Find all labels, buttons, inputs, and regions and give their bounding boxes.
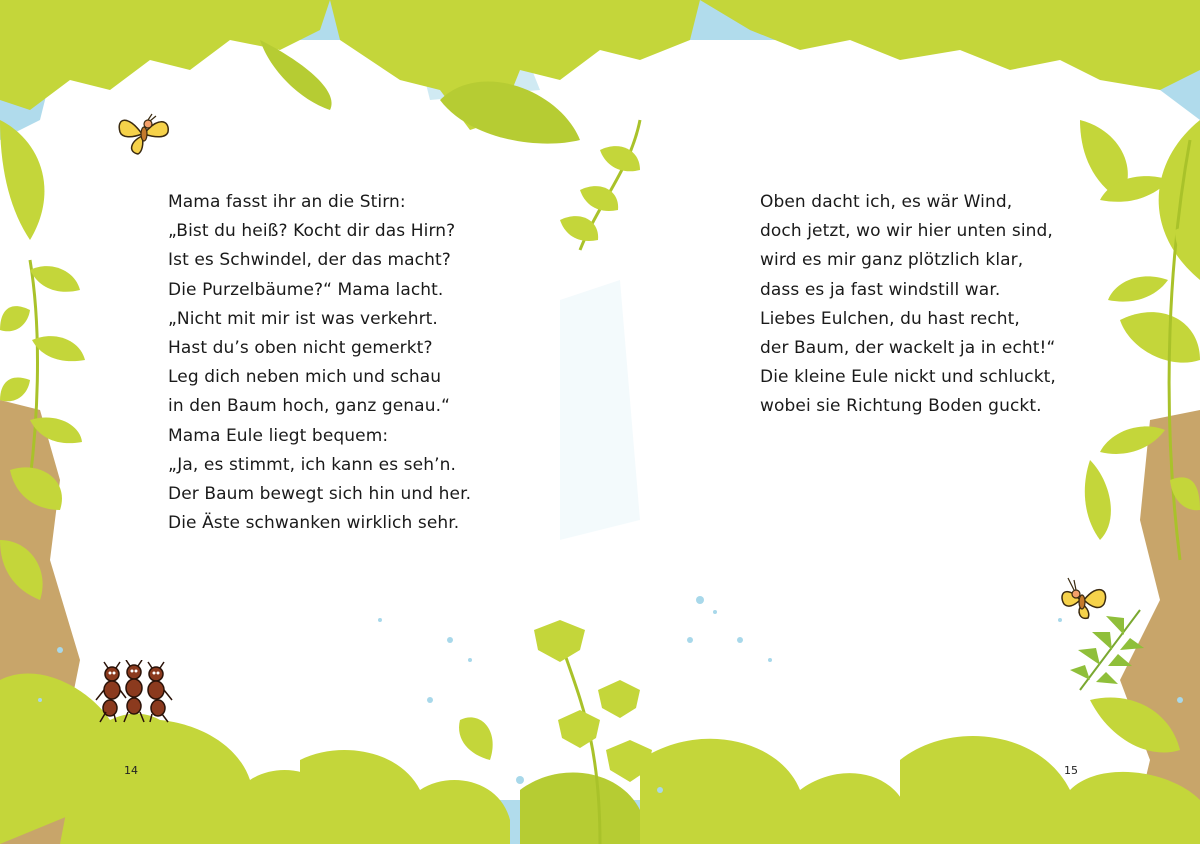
poem-line: dass es ja fast windstill war. bbox=[760, 279, 1001, 300]
poem-line: „Ja, es stimmt, ich kann es seh’n. bbox=[168, 454, 456, 475]
poem-line: wird es mir ganz plötzlich klar, bbox=[760, 250, 1024, 271]
butterfly-icon bbox=[114, 112, 174, 156]
poem-line: Mama fasst ihr an die Stirn: bbox=[168, 192, 406, 212]
poem-line: Die kleine Eule nickt und schluckt, bbox=[760, 367, 1056, 388]
poem-line: „Bist du heiß? Kocht dir das Hirn? bbox=[168, 221, 456, 242]
ant-icon bbox=[90, 660, 180, 724]
poem-line: Die Äste schwanken wirklich sehr. bbox=[168, 513, 460, 534]
poem-line: wobei sie Richtung Boden guckt. bbox=[760, 396, 1042, 417]
poem-line: Ist es Schwindel, der das macht? bbox=[168, 250, 451, 271]
poem-line: Leg dich neben mich und schau bbox=[168, 367, 442, 388]
poem-line: doch jetzt, wo wir hier unten sind, bbox=[760, 221, 1053, 242]
poem-line: in den Baum hoch, ganz genau.“ bbox=[168, 396, 450, 417]
poem-line: Die Purzelbäume?“ Mama lacht. bbox=[168, 279, 444, 300]
poem-line: Mama Eule liegt bequem: bbox=[168, 425, 389, 446]
poem-line: Hast du’s oben nicht gemerkt? bbox=[168, 338, 433, 359]
page-number-left: 14 bbox=[124, 764, 138, 777]
poem-line: Der Baum bewegt sich hin und her. bbox=[168, 484, 472, 505]
poem-line: Oben dacht ich, es wär Wind, bbox=[760, 192, 1013, 212]
left-page-poem bbox=[168, 188, 471, 538]
poem-line: „Nicht mit mir ist was verkehrt. bbox=[168, 308, 438, 329]
poem-line: Liebes Eulchen, du hast recht, bbox=[760, 308, 1020, 329]
page-number-right: 15 bbox=[1064, 764, 1078, 777]
poem-line: der Baum, der wackelt ja in echt!“ bbox=[760, 338, 1056, 359]
butterfly-icon bbox=[1054, 574, 1110, 622]
right-page-poem bbox=[760, 188, 1056, 422]
